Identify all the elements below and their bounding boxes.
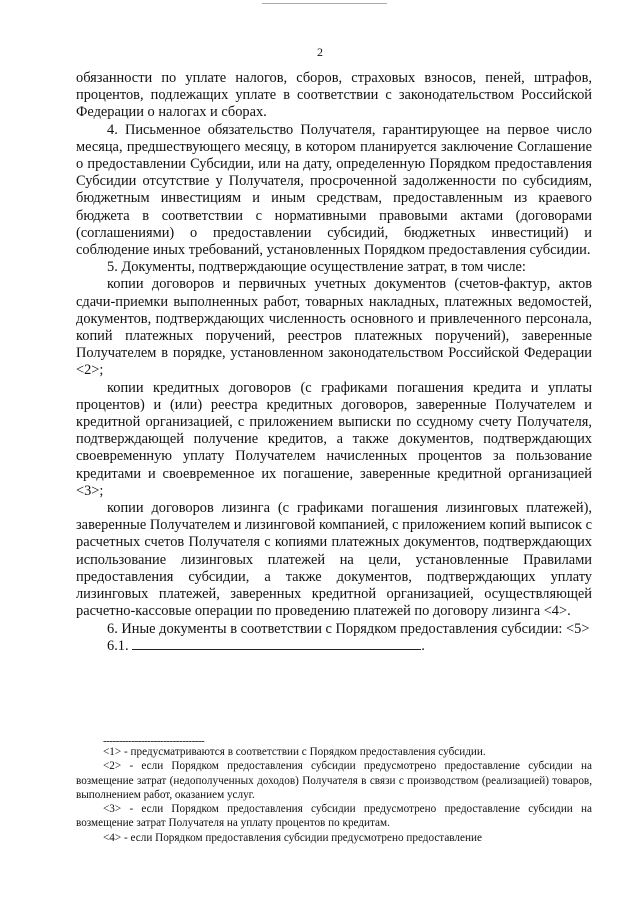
footnotes: [76, 745, 592, 845]
footnote-3: <3> - если Порядком предоставления субсидии предусмотрено предоставление субсидии на возмещение затрат Получателя на уплату процентов по кредитам.: [76, 803, 592, 830]
footnote-1: <1> - предусматриваются в соответствии с Порядком предоставления субсидии.: [103, 746, 486, 758]
paragraph-contract-copies: копии договоров и первичных учетных документов (счетов-фактур, актов сдачи-приемки выполненных работ, товарных накладных, платежных ведомостей, документов, подтверждающих численность основного и привлеченного персонала, копий платежных поручений, реестров платежных поручений), заверенные Получателем в порядке, установленном законодательством Российской Федерации <2>;: [76, 276, 592, 379]
footnote-separator: --------------------------------: [103, 735, 205, 747]
paragraph-leasing-copies: копии договоров лизинга (с графиками погашения лизинговых платежей), заверенные Получателем и лизинговой компанией, с приложением копий выписок с расчетных счетов Получателя с копиями платежных документов, подтверждающих использование лизинговых платежей на цели, установленные Правилами предоставления субсидии, а также документов, подтверждающих уплату лизинговых платежей, заверенных кредитной организацией, осуществляющей расчетно-кассовые операции по проведению платежей по договору лизинга <4>.: [76, 500, 592, 620]
item-6-1-end: .: [421, 637, 425, 654]
item-6-1-blank-line: [132, 648, 421, 650]
document-body: [76, 70, 592, 655]
paragraph-obligations-continued: обязанности по уплате налогов, сборов, страховых взносов, пеней, штрафов, процентов, подлежащих уплате в соответствии с законодательством Российской Федерации о налогах и сборах.: [76, 70, 592, 121]
footnote-4: <4> - если Порядком предоставления субсидии предусмотрено предоставление: [103, 831, 482, 844]
item-6-1-number: 6.1.: [107, 637, 129, 654]
footnote-2: <2> - если Порядком предоставления субсидии предусмотрено предоставление субсидии на возмещение затрат (недополученных доходов) Получателя в связи с производством (реализацией) товаров, выполнением работ, оказанием услуг.: [76, 760, 592, 801]
top-edge-rule: [262, 0, 387, 4]
paragraph-item-5: 5. Документы, подтверждающие осуществление затрат, в том числе:: [107, 259, 526, 276]
item-6-1-line: [76, 638, 592, 655]
paragraph-item-6: 6. Иные документы в соответствии с Порядком предоставления субсидии: <5>: [107, 620, 590, 637]
paragraph-item-4: 4. Письменное обязательство Получателя, гарантирующее на первое число месяца, предшествующего месяцу, в котором планируется заключение Соглашение о предоставлении Субсидии, или на дату, определенную Порядком предоставления Субсидии отсутствие у Получателя, просроченной задолженности по субсидиям, бюджетным инвестициям и иным средствам, предоставленным из краевого бюджета в соответствии с нормативными правовыми актами (договорами (соглашениями) о предоставлении субсидий, бюджетных инвестиций) и соблюдение иных требований, установленных Порядком предоставления субсидии.: [76, 121, 592, 259]
page-number: 2: [317, 45, 323, 59]
paragraph-credit-copies: копии кредитных договоров (с графиками погашения кредита и уплаты процентов) и (или) реестра кредитных договоров, заверенные Получателем и кредитной организацией, с приложением выписки по ссудному счету Получателя, подтверждающей получение кредитов, а также документов, подтверждающих своевременную уплату Получателем начисленных процентов за пользование кредитами и своевременное их погашение, заверенные кредитной организацией <3>;: [76, 379, 592, 499]
